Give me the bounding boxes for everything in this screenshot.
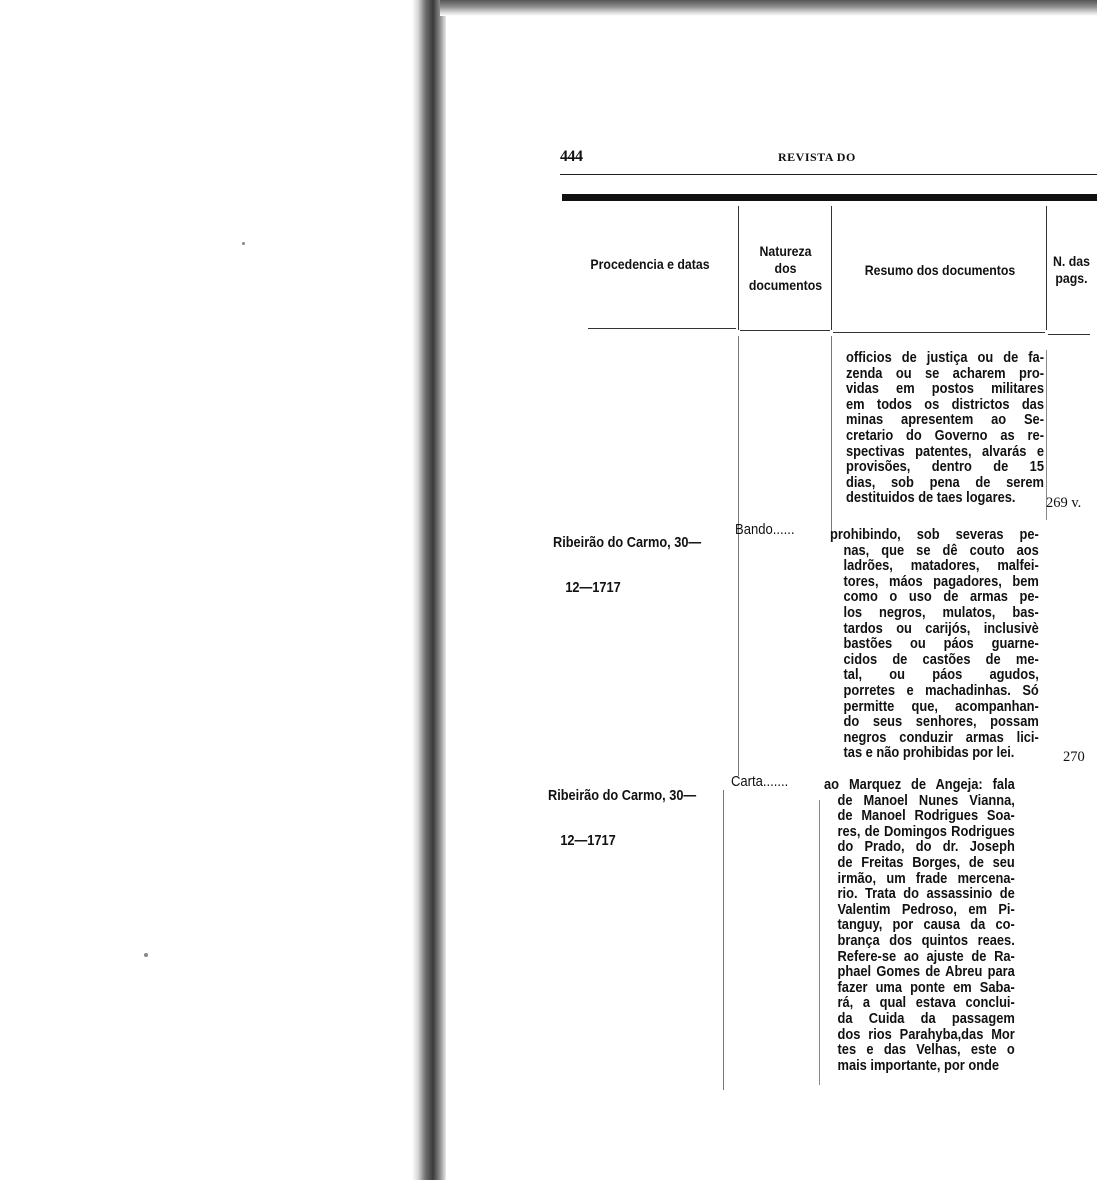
entry-natureza: Bando...... [735,522,795,538]
table-top-rule [562,194,1097,201]
scan-speck [144,953,148,957]
column-divider [831,206,832,330]
scan-speck [242,242,245,245]
entry-summary: ao Marquez de Angeja: fala de Manoel Nunes Vianna, de Manoel Rodrigues Soa- res, de Domingos Rodrigues do Prado, do dr. Joseph de Freitas Borges, de seu irmão, um frade mercena- rio. Trata do assassinio de Valentim Pedroso, em Pi- tanguy, por causa da co- brança dos quintos reaes. Refere-se ao ajuste de Ra- phael Gomes de Abreu para fazer uma ponte em Saba- rá, a qual estava conclui- da Cuida da passagem dos rios Parahyba,das Mor tes e das Velhas, este o mais importante, por onde [824,777,1015,1074]
entry-summary: prohibindo, sob severas pe- nas, que se dê couto aos ladrões, matadores, malfei- tores, máos pagadores, bem como o uso de armas pe- los negros, mulatos, bas- tardos ou carijós, inclusivè bastões ou páos guarne- cidos de castões de me- tal, ou páos agudos, porretes e machadinhas. Só permitte que, acompanhan- do seus senhores, possam negros conduzir armas lici- tas e não prohibidas por lei. [830,527,1039,762]
continued-summary: officios de justiça ou de fa- zenda ou se acharem pro- vidas em postos militares em todos os districtos das minas apresentem ao Se- cretario do Governo as re- spectivas patentes, alvarás e provisões, dentro de 15 dias, sob pena de serem destituidos de taes logares. [846,350,1044,507]
running-head: REVISTA DO [778,150,856,164]
column-divider [723,790,724,1090]
column-divider [738,206,739,330]
column-divider [831,336,832,536]
page-reference: 270 [1063,749,1085,765]
page-number: 444 [560,148,583,165]
column-header-pags: N. das pags. [1053,253,1090,286]
header-rule [560,174,1097,175]
column-divider [1046,206,1047,330]
column-divider [738,336,739,776]
header-bottom-rule [740,330,830,331]
column-header-procedencia: Procedencia e datas [590,256,710,272]
column-header-resumo: Resumo dos documentos [864,262,1016,278]
page-gutter-shadow [412,0,446,1180]
header-bottom-rule [1048,334,1090,335]
entry-procedencia: Ribeirão do Carmo, 30— 12—1717 [548,788,697,849]
header-bottom-rule [588,328,736,329]
column-header-natureza: Natureza dos documentos [748,243,823,293]
entry-procedencia: Ribeirão do Carmo, 30— 12—1717 [553,535,702,596]
page-top-edge-shadow [440,0,1097,16]
header-bottom-rule [833,332,1045,333]
column-divider [819,800,820,1085]
entry-natureza: Carta....... [731,774,789,790]
page-reference: 269 v. [1046,495,1082,511]
